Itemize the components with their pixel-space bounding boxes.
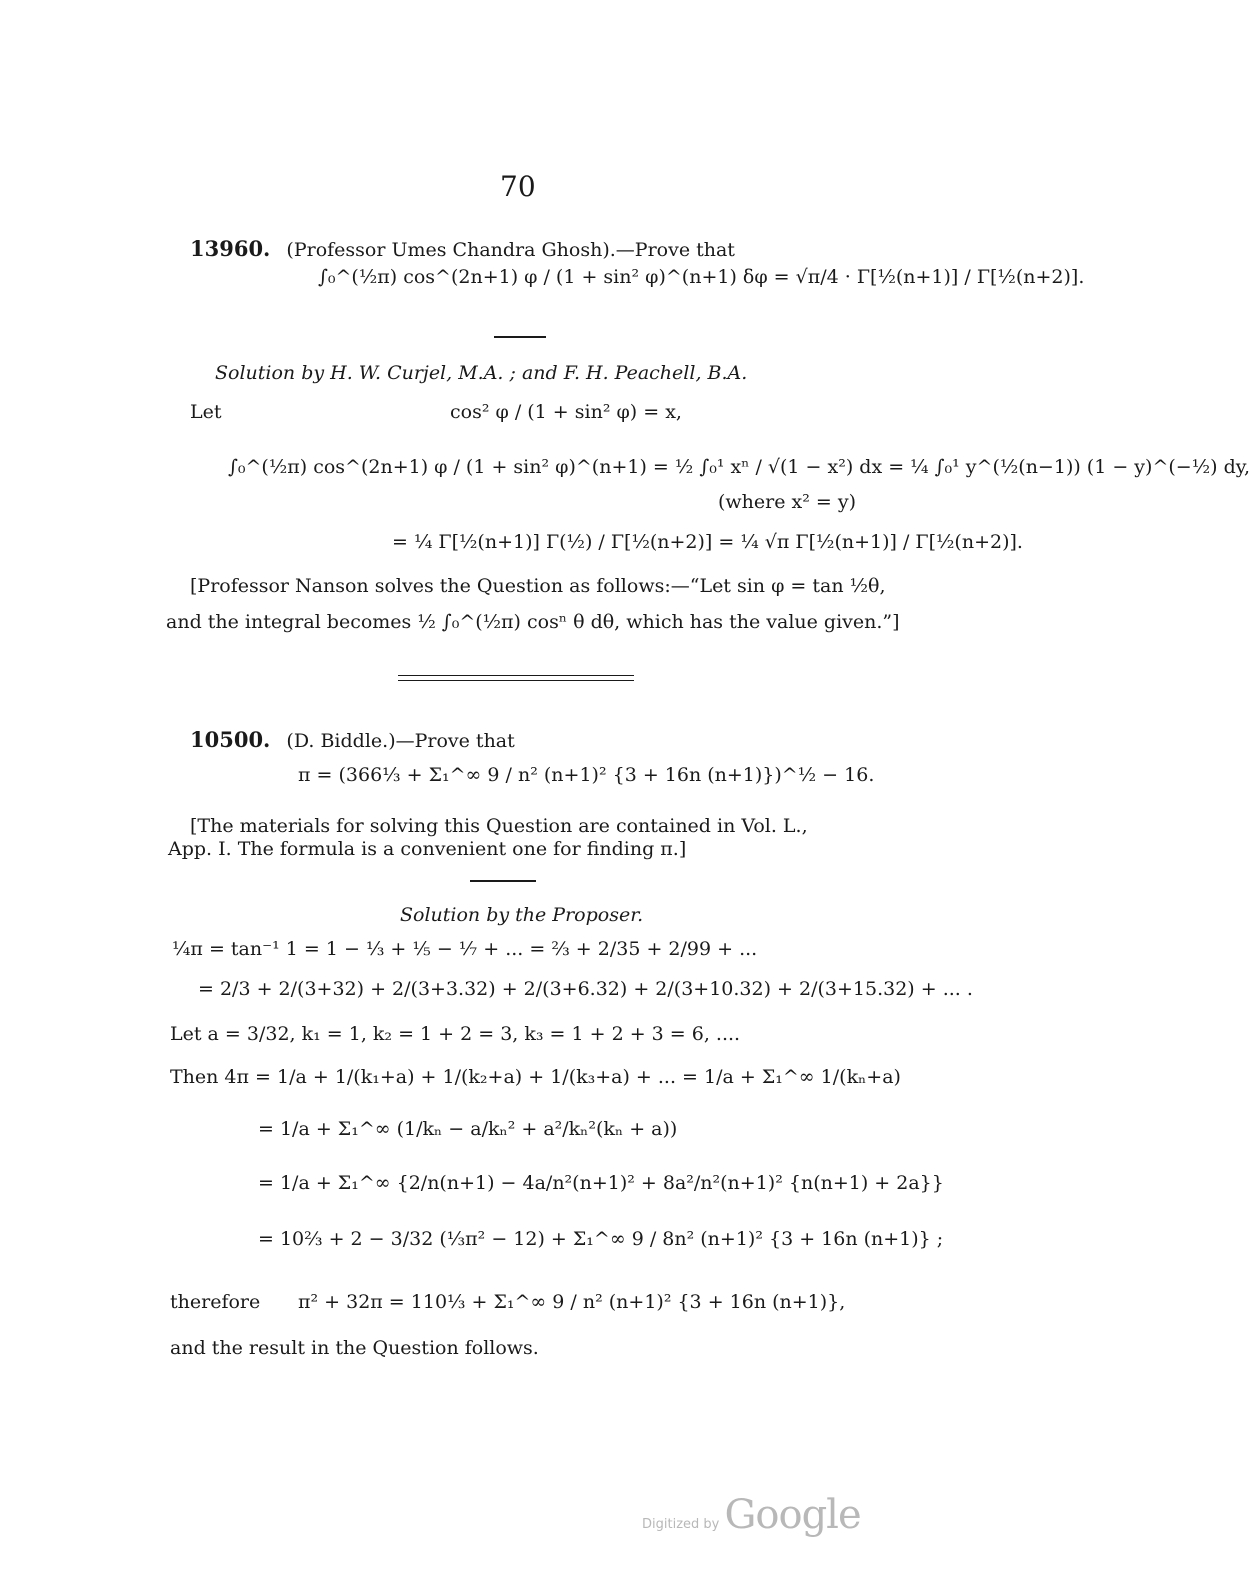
materials-note-line-2: App. I. The formula is a convenient one for finding π.] <box>168 838 687 860</box>
question-header: (Professor Umes Chandra Ghosh).—Prove that <box>286 239 735 261</box>
solution-header: Solution by the Proposer. <box>400 904 644 926</box>
google-watermark <box>642 1492 861 1538</box>
pi-formula: π = (366⅓ + Σ₁^∞ 9 / n² (n+1)² {3 + 16n (n+1)})^½ − 16. <box>298 764 875 786</box>
question-number: 13960. <box>190 236 271 261</box>
google-logo: Google <box>724 1492 861 1538</box>
series-line-2: = 2/3 + 2/(3+32) + 2/(3+3.32) + 2/(3+6.32) + 2/(3+10.32) + 2/(3+15.32) + ... . <box>198 978 973 1000</box>
let-expression: cos² φ / (1 + sin² φ) = x, <box>450 401 682 423</box>
integral-line-1: ∫₀^(½π) cos^(2n+1) φ / (1 + sin² φ)^(n+1) = ½ ∫₀¹ xⁿ / √(1 − x²) dx = ¼ ∫₀¹ y^(½(n−1)) (1 − y)^(−½) dy, <box>228 456 1250 478</box>
question-10500-heading <box>190 727 515 752</box>
definitions-line: Let a = 3/32, k₁ = 1, k₂ = 1 + 2 = 3, k₃ = 1 + 2 + 3 = 6, .... <box>170 1023 741 1045</box>
therefore-expression: π² + 32π = 110⅓ + Σ₁^∞ 9 / n² (n+1)² {3 + 16n (n+1)}, <box>298 1291 846 1313</box>
let-label: Let <box>190 401 222 423</box>
nanson-note-line-2: and the integral becomes ½ ∫₀^(½π) cosⁿ θ dθ, which has the value given.”] <box>166 611 900 633</box>
materials-note-line-1: [The materials for solving this Question are contained in Vol. L., <box>190 815 808 837</box>
therefore-label: therefore <box>170 1291 261 1313</box>
question-header: (D. Biddle.)—Prove that <box>286 730 515 752</box>
question-13960-statement: ∫₀^(½π) cos^(2n+1) φ / (1 + sin² φ)^(n+1) δφ = √π/4 · Γ[½(n+1)] / Γ[½(n+2)]. <box>318 266 1085 288</box>
series-line-1: ¼π = tan⁻¹ 1 = 1 − ⅓ + ⅕ − ⅐ + ... = ⅔ + 2/35 + 2/99 + ... <box>172 938 758 960</box>
page-number: 70 <box>500 170 536 203</box>
derivation-line-3: = 1/a + Σ₁^∞ {2/n(n+1) − 4a/n²(n+1)² + 8a²/n²(n+1)² {n(n+1) + 2a}} <box>258 1172 944 1194</box>
solution-header: Solution by H. W. Curjel, M.A. ; and F. H. Peachell, B.A. <box>215 362 748 384</box>
derivation-line-4: = 10⅔ + 2 − 3/32 (⅓π² − 12) + Σ₁^∞ 9 / 8n² (n+1)² {3 + 16n (n+1)} ; <box>258 1228 944 1250</box>
derivation-line-2: = 1/a + Σ₁^∞ (1/kₙ − a/kₙ² + a²/kₙ²(kₙ + a)) <box>258 1118 678 1140</box>
substitution-note: (where x² = y) <box>718 491 857 513</box>
conclusion-line: and the result in the Question follows. <box>170 1337 539 1359</box>
section-divider <box>494 336 546 338</box>
double-rule-divider <box>398 675 634 681</box>
derivation-line-1: Then 4π = 1/a + 1/(k₁+a) + 1/(k₂+a) + 1/(k₃+a) + ... = 1/a + Σ₁^∞ 1/(kₙ+a) <box>170 1066 901 1088</box>
integral-line-2: = ¼ Γ[½(n+1)] Γ(½) / Γ[½(n+2)] = ¼ √π Γ[½(n+1)] / Γ[½(n+2)]. <box>392 531 1023 553</box>
digitized-by-text: Digitized by <box>642 1517 720 1532</box>
nanson-note-line-1: [Professor Nanson solves the Question as follows:—“Let sin φ = tan ½θ, <box>190 575 886 597</box>
question-number: 10500. <box>190 727 271 752</box>
question-13960-heading <box>190 236 735 261</box>
section-divider <box>470 880 536 882</box>
